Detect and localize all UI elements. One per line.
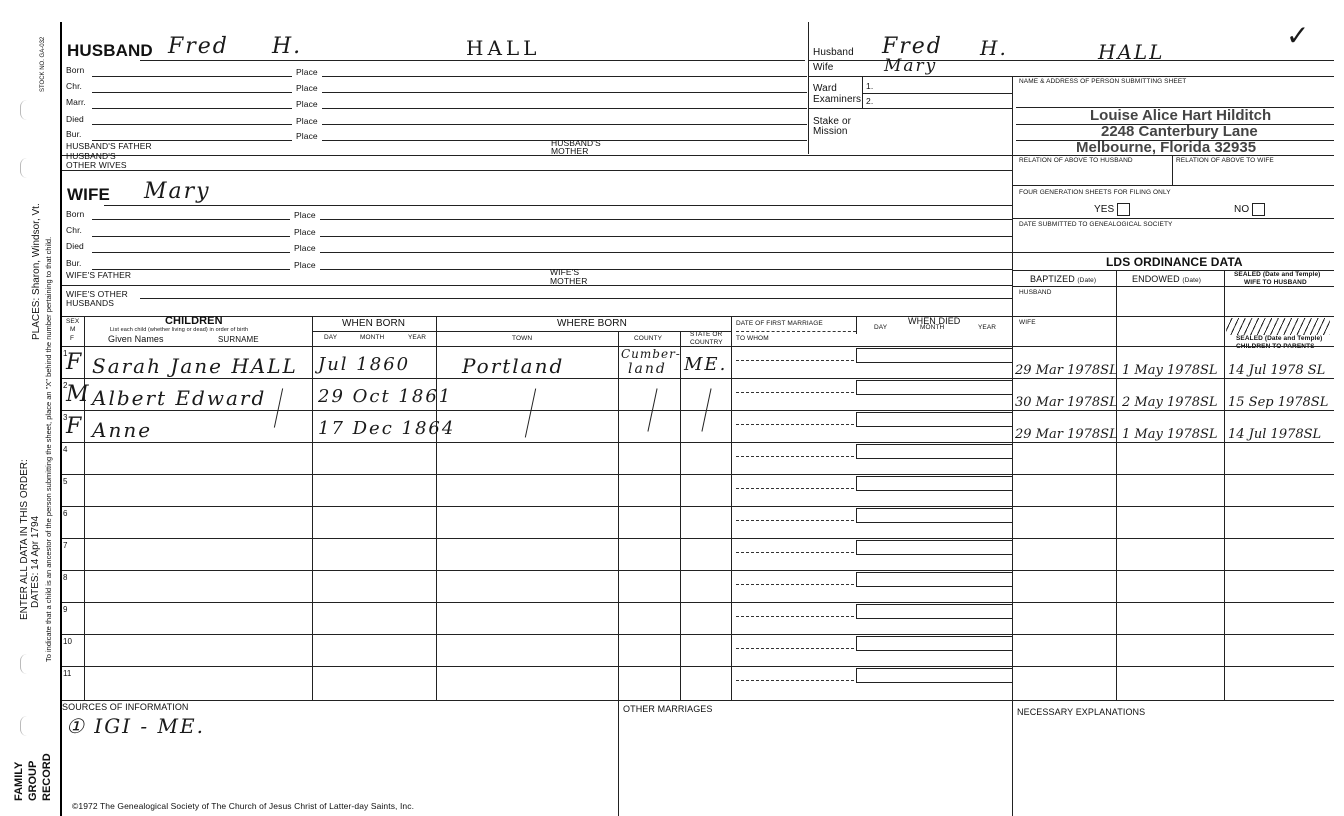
sealed-wife-label-1: SEALED (Date and Temple) (1234, 271, 1321, 278)
child-name: Albert Edward (92, 386, 267, 410)
lds-title: LDS ORDINANCE DATA (1106, 255, 1243, 269)
born-year-header: YEAR (408, 334, 427, 341)
when-born-subline (312, 331, 436, 332)
husband-chr-place-label: Place (296, 83, 318, 93)
died-year-header: YEAR (978, 324, 997, 331)
wife-mother-label-1: WIFE'S (550, 267, 580, 277)
child-row-number: 6 (63, 509, 68, 518)
child-marriage-dash (736, 392, 854, 393)
child-died-bracket (856, 444, 857, 458)
ward-label: Ward (813, 83, 837, 94)
header-husband-middle: H. (980, 36, 1008, 60)
sex-f: F (70, 335, 75, 342)
sex-header: SEX (66, 318, 80, 325)
husband-other-wives-line (62, 170, 1012, 171)
child-died-line-2 (856, 490, 1012, 491)
husband-mother-label-2: MOTHER (551, 146, 589, 156)
child-baptized: 29 Mar 1978SL (1015, 363, 1118, 378)
child-row-number: 11 (63, 669, 72, 678)
submitter-city: Melbourne, Florida 32935 (1076, 139, 1257, 156)
husband-marr-line (92, 108, 292, 109)
husband-chr-place-line (322, 92, 807, 93)
child-sealed: 15 Sep 1978SL (1228, 395, 1329, 410)
sealed-children-label-2: CHILDREN TO PARENTS (1236, 343, 1315, 350)
child-name: Sarah Jane HALL (92, 354, 298, 378)
child-marriage-dash (736, 424, 854, 425)
child-row-number: 7 (63, 541, 68, 550)
lds-col-divider-1 (1116, 270, 1117, 700)
sealed-children-label-1: SEALED (Date and Temple) (1236, 335, 1323, 342)
endowed-label (1132, 275, 1201, 285)
child-town: Portland (462, 354, 565, 378)
child-died-line-2 (856, 682, 1012, 683)
child-born: Jul 1860 (318, 354, 411, 375)
child-state: ME. (684, 354, 728, 375)
stock-number: STOCK NO. GA-032 (40, 36, 46, 92)
hatched-box (1226, 318, 1330, 335)
four-gen-bottom-line (1012, 218, 1334, 219)
husband-surname: HALL (466, 36, 541, 60)
wife-born-line (92, 219, 290, 220)
indicate-note: To indicate that a child is an ancestor of the person submitting the sheet, place an "X" behind the number pertaining to that child. (44, 236, 53, 662)
no-label: NO (1234, 204, 1250, 216)
header-wife-given: Mary (884, 56, 938, 76)
yes-option[interactable] (1094, 203, 1130, 216)
child-sealed: 14 Jul 1978SL (1228, 427, 1322, 442)
wife-other-husbands-line (140, 298, 1012, 299)
child-died-line (856, 412, 1012, 413)
col-county-divider (680, 331, 681, 700)
endowed-sub: (Date) (1182, 277, 1201, 284)
child-died-bracket (856, 636, 857, 650)
child-died-bracket (856, 668, 857, 682)
submitter-label: NAME & ADDRESS OF PERSON SUBMITTING SHEET (1019, 78, 1187, 85)
child-died-line (856, 540, 1012, 541)
header-husband-label: Husband (813, 47, 854, 58)
child-died-line (856, 348, 1012, 349)
husband-middle-initial: H. (272, 34, 303, 59)
wife-other-husbands-1: WIFE'S OTHER (66, 289, 128, 299)
husband-died-place-label: Place (296, 116, 318, 126)
child-row-number: 8 (63, 573, 68, 582)
children-header: CHILDREN (165, 315, 223, 327)
wife-chr-place-line (320, 236, 1012, 237)
child-row-line (62, 474, 1334, 475)
child-died-bracket (856, 572, 857, 586)
binder-mark (20, 158, 27, 178)
husband-died-line (92, 124, 292, 125)
dates-note: DATES: 14 Apr 1794 (30, 515, 41, 608)
form-title-family: FAMILY (13, 761, 25, 801)
child-died-bracket (856, 604, 857, 618)
wife-died-place-label: Place (294, 243, 316, 253)
child-row-line (62, 666, 1334, 667)
child-died-bracket (856, 348, 857, 362)
header-husband-given: Fred (882, 34, 943, 59)
wife-heading: WIFE (67, 185, 110, 204)
where-born-subline (436, 331, 732, 332)
when-born-header: WHEN BORN (342, 318, 406, 329)
child-died-bracket (856, 540, 857, 554)
child-marriage-dash (736, 488, 854, 489)
child-died-line (856, 380, 1012, 381)
ward-line (809, 108, 1012, 109)
wife-bur-place-label: Place (294, 260, 316, 270)
given-names-header: Given Names (108, 334, 164, 344)
wife-father-label: WIFE'S FATHER (66, 270, 132, 280)
wife-other-husbands-2: HUSBANDS (66, 298, 115, 308)
sources-value: ① IGI - ME. (66, 714, 205, 738)
child-row-line (62, 538, 1334, 539)
died-month-header: MONTH (920, 324, 945, 331)
lds-husband-line (1012, 316, 1334, 317)
relation-divider (1172, 155, 1173, 185)
wife-bur-label: Bur. (66, 258, 82, 268)
child-row-number: 9 (63, 605, 68, 614)
husband-died-place-line (322, 124, 807, 125)
endowed-text: ENDOWED (1132, 274, 1180, 284)
child-row-line (62, 570, 1334, 571)
header-husband-surname: HALL (1098, 40, 1165, 64)
when-died-header: WHEN DIED (908, 316, 961, 326)
right-column-border (1012, 76, 1013, 816)
wife-parents-line (62, 285, 1012, 286)
ditto-mark-town (525, 388, 536, 437)
yes-checkbox[interactable] (1117, 203, 1130, 216)
husband-name-line (140, 60, 805, 61)
binder-mark (20, 654, 27, 674)
wife-chr-line (92, 236, 290, 237)
surname-header: SURNAME (218, 335, 259, 344)
stake-label-1: Stake or (813, 116, 852, 127)
binder-mark (20, 716, 27, 736)
relation-wife-label: RELATION OF ABOVE TO WIFE (1176, 157, 1274, 164)
child-died-line (856, 668, 1012, 669)
col-sex-divider (84, 316, 85, 700)
examiner-1: 1. (866, 81, 874, 91)
husband-mother-label-1: HUSBAND'S (551, 138, 601, 148)
husband-father-label: HUSBAND'S FATHER (66, 141, 152, 151)
baptized-sub: (Date) (1077, 277, 1097, 284)
child-marriage-dash (736, 520, 854, 521)
child-born: 17 Dec 1864 (318, 418, 456, 439)
husband-other-wives-2: OTHER WIVES (66, 160, 127, 170)
col-town-divider (618, 331, 619, 700)
child-row-line (62, 634, 1334, 635)
to-whom-header: TO WHOM (736, 335, 769, 342)
col-state-divider (731, 316, 732, 700)
children-note: List each child (whether living or dead) in order of birth (110, 327, 249, 333)
child-died-line (856, 444, 1012, 445)
child-sex: F (66, 414, 82, 439)
children-header-bottom (62, 346, 1334, 347)
wife-chr-place-label: Place (294, 227, 316, 237)
relation-bottom-line (1012, 185, 1334, 186)
child-died-line-2 (856, 586, 1012, 587)
child-endowed: 2 May 1978SL (1122, 395, 1218, 410)
child-row-line (62, 506, 1334, 507)
binder-mark (20, 100, 27, 120)
baptized-text: BAPTIZED (1030, 274, 1075, 284)
submitter-street: 2248 Canterbury Lane (1101, 123, 1258, 140)
child-baptized: 30 Mar 1978SL (1015, 395, 1118, 410)
wife-born-label: Born (66, 209, 85, 219)
form-left-border (60, 22, 62, 816)
child-row-number: 4 (63, 445, 68, 454)
county-header: COUNTY (634, 335, 663, 342)
husband-born-label: Born (66, 65, 85, 75)
child-died-line-2 (856, 394, 1012, 395)
no-option[interactable] (1234, 203, 1265, 216)
no-checkbox[interactable] (1252, 203, 1265, 216)
wife-died-place-line (320, 252, 1012, 253)
child-marriage-dash (736, 360, 854, 361)
child-marriage-dash (736, 552, 854, 553)
header-checkmark: ✓ (1286, 19, 1312, 52)
child-died-line (856, 508, 1012, 509)
enter-all-note: ENTER ALL DATA IN THIS ORDER: (19, 459, 30, 620)
husband-died-label: Died (66, 114, 84, 124)
child-row-line (62, 378, 1334, 379)
child-sex: F (66, 350, 82, 375)
examiner-1-line (862, 93, 1012, 94)
child-row-line (62, 602, 1334, 603)
date-submitted-bottom-line (1012, 252, 1334, 253)
state-header-1: STATE OR (690, 331, 723, 338)
form-title-group: GROUP (27, 760, 39, 801)
child-row-line (62, 442, 1334, 443)
submitter-bottom-line (1012, 155, 1334, 156)
header-wife-line (809, 76, 1334, 77)
submitter-line-1 (1016, 107, 1334, 108)
husband-born-line (92, 76, 292, 77)
stake-label-2: Mission (813, 126, 848, 137)
wife-mother-label-2: MOTHER (550, 276, 588, 286)
husband-born-place-label: Place (296, 67, 318, 77)
ditto-mark-surname (274, 388, 283, 427)
other-marriages-label: OTHER MARRIAGES (623, 704, 713, 714)
child-row-number: 1 (63, 349, 68, 358)
other-marriages-divider (618, 700, 619, 816)
lds-wife-row: WIFE (1019, 319, 1036, 326)
child-died-line-2 (856, 554, 1012, 555)
relation-husband-label: RELATION OF ABOVE TO HUSBAND (1019, 157, 1133, 164)
submitter-name: Louise Alice Hart Hilditch (1090, 107, 1272, 124)
wife-born-place-line (320, 219, 1012, 220)
husband-bur-label: Bur. (66, 129, 82, 139)
wife-died-line (92, 252, 290, 253)
husband-heading: HUSBAND (67, 41, 153, 60)
col-name-divider (312, 316, 313, 700)
child-died-bracket (856, 508, 857, 522)
child-died-line (856, 636, 1012, 637)
wife-name-line (104, 205, 1012, 206)
child-row-number: 5 (63, 477, 68, 486)
child-died-bracket (856, 476, 857, 490)
husband-marr-label: Marr. (66, 97, 86, 107)
sex-m: M (70, 326, 76, 333)
wife-given-name: Mary (144, 179, 211, 204)
husband-chr-line (92, 92, 292, 93)
four-gen-label: FOUR GENERATION SHEETS FOR FILING ONLY (1019, 189, 1171, 196)
examiner-2: 2. (866, 96, 874, 106)
child-baptized: 29 Mar 1978SL (1015, 427, 1118, 442)
wife-died-label: Died (66, 241, 84, 251)
lds-husband-row: HUSBAND (1019, 289, 1052, 296)
child-marriage-dash (736, 616, 854, 617)
child-died-line-2 (856, 618, 1012, 619)
explanations-label: NECESSARY EXPLANATIONS (1017, 707, 1146, 717)
husband-chr-label: Chr. (66, 81, 82, 91)
header-wife-label: Wife (813, 62, 834, 73)
child-sex: M (66, 382, 89, 407)
child-row-number: 3 (63, 413, 68, 422)
sealed-wife-label-2: WIFE TO HUSBAND (1244, 279, 1307, 286)
husband-born-place-line (322, 76, 807, 77)
child-marriage-dash (736, 680, 854, 681)
town-header: TOWN (512, 335, 533, 342)
child-county-1: Cumber- (621, 347, 681, 361)
child-endowed: 1 May 1978SL (1122, 363, 1218, 378)
child-died-line (856, 572, 1012, 573)
col-died-divider (856, 316, 857, 334)
husband-marr-place-label: Place (296, 99, 318, 109)
child-row-line (62, 410, 1334, 411)
date-submitted-label: DATE SUBMITTED TO GENEALOGICAL SOCIETY (1019, 221, 1173, 228)
child-born: 29 Oct 1861 (318, 386, 453, 407)
sources-label: SOURCES OF INFORMATION (62, 702, 189, 712)
child-row-number: 2 (63, 381, 68, 390)
child-died-line (856, 476, 1012, 477)
child-died-line-2 (856, 362, 1012, 363)
child-died-line-2 (856, 426, 1012, 427)
child-died-line-2 (856, 458, 1012, 459)
lds-header-line (1012, 286, 1334, 287)
wife-born-place-label: Place (294, 210, 316, 220)
copyright: ©1972 The Genealogical Society of The Church of Jesus Christ of Latter-day Saints, Inc. (72, 801, 415, 811)
child-endowed: 1 May 1978SL (1122, 427, 1218, 442)
born-month-header: MONTH (360, 334, 385, 341)
child-died-bracket (856, 412, 857, 426)
child-row-number: 10 (63, 637, 72, 646)
child-marriage-dash (736, 456, 854, 457)
died-day-header: DAY (874, 324, 888, 331)
child-died-bracket (856, 380, 857, 394)
husband-other-wives-1: HUSBAND'S (66, 151, 116, 161)
husband-given-name: Fred (168, 34, 229, 59)
child-died-line-2 (856, 650, 1012, 651)
col-born-divider (436, 316, 437, 700)
child-died-line (856, 604, 1012, 605)
wife-bur-place-line (320, 269, 1012, 270)
form-title-record: RECORD (41, 753, 53, 801)
child-sealed: 14 Jul 1978 SL (1228, 363, 1326, 378)
first-marriage-dash (736, 331, 856, 332)
wife-chr-label: Chr. (66, 225, 82, 235)
yes-label: YES (1094, 204, 1115, 216)
husband-marr-place-line (322, 108, 807, 109)
children-bottom-line (62, 700, 1334, 701)
born-day-header: DAY (324, 334, 338, 341)
child-marriage-dash (736, 648, 854, 649)
state-header-2: COUNTRY (690, 339, 723, 346)
husband-parents-line (62, 155, 1012, 156)
child-name: Anne (92, 418, 153, 442)
baptized-label (1030, 275, 1096, 285)
first-marriage-header: DATE OF FIRST MARRIAGE (736, 320, 823, 327)
examiners-label: Examiners: (813, 94, 865, 105)
places-note: PLACES: Sharon, Windsor, Vt. (31, 203, 42, 340)
child-died-line-2 (856, 522, 1012, 523)
child-county-2: land (628, 361, 667, 377)
lds-col-divider-2 (1224, 270, 1225, 700)
where-born-header: WHERE BORN (557, 318, 627, 329)
header-box-left-border (808, 22, 809, 154)
husband-bur-place-label: Place (296, 131, 318, 141)
child-marriage-dash (736, 584, 854, 585)
